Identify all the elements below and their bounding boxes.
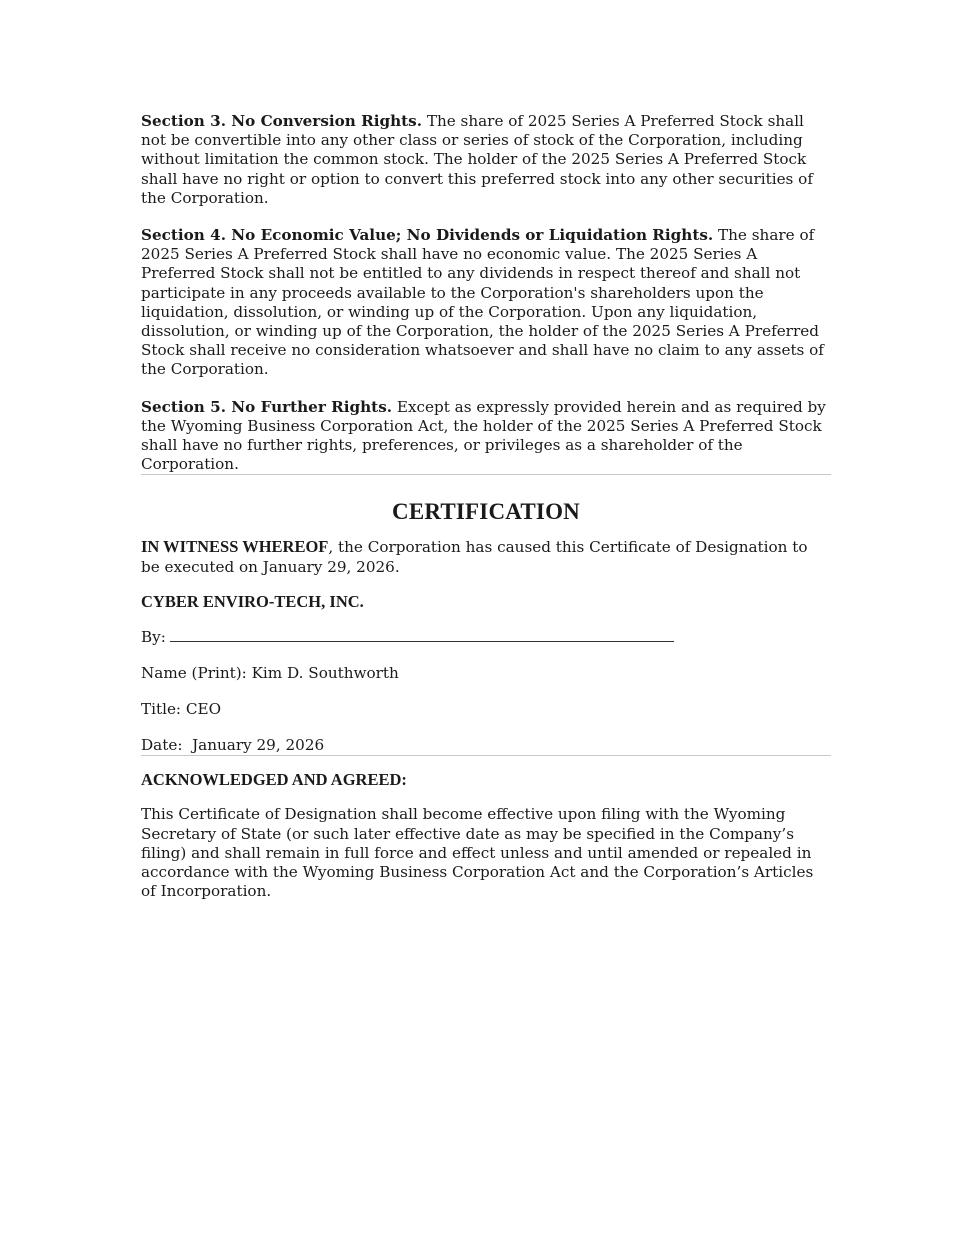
acknowledgement-body: This Certificate of Designation shall become effective upon filing with the Wyoming Secretary of State (or such later effective date as may be specified in the Company’s filing) and shall remain in full force and effect unless and until amended or repealed in accordance with the Wyoming Business Corporation Act and the Corporation’s Articles of Incorporation. [141,805,814,901]
acknowledgement-heading [141,770,831,790]
witness-text: , the Corporation has caused this Certificate of Designation to be executed on January 29, 2026. [141,538,808,576]
acknowledgement-heading-text: ACKNOWLEDGED AND AGREED: [141,770,407,790]
section-5 [141,398,831,475]
date-field: Date: January 29, 2026 [141,736,325,755]
section-4-heading: Section 4. No Economic Value; No Dividends or Liquidation Rights. [141,226,714,245]
section-4 [141,226,831,380]
section-3 [141,112,831,208]
name-field: Name (Print): Kim D. Southworth [141,664,399,683]
section-5-body: Except as expressly provided herein and as required by the Wyoming Business Corporation Act, the holder of the 2025 Series A Preferred Stock shall have no further rights, preferences, or privileges as a shareholder of the Corporation. [141,397,826,474]
certification-title: CERTIFICATION [392,499,580,525]
witness-lead: IN WITNESS WHEREOF [141,537,329,557]
divider-bottom [141,755,831,756]
section-5-heading: Section 5. No Further Rights. [141,397,393,416]
section-4-body: The share of 2025 Series A Preferred Stock shall have no economic value. The 2025 Series A Preferred Stock shall not be entitled to any dividends in respect thereof and shall not participate in any proceeds available to the Corporation's shareholders upon the liquidation, dissolution, or winding up of the Corporation. Upon any liquidation, dissolution, or winding up of the Corporation, the holder of the 2025 Series A Preferred Stock shall receive no consideration whatsoever and shall have no claim to any assets of the Corporation. [141,226,824,379]
by-label: By: [141,628,166,647]
section-3-heading: Section 3. No Conversion Rights. [141,112,422,130]
document-page [141,112,831,901]
divider-top [141,474,831,475]
company-name [141,592,831,612]
section-3-body: The share of 2025 Series A Preferred Stock shall not be convertible into any other class or series of stock of the Corporation, including without limitation the common stock. The holder of the 2025 Series A Preferred Stock shall have no right or option to convert this preferred stock into any other securities of the Corporation. [141,112,813,207]
signature-field [141,628,831,647]
witness-paragraph [141,537,831,576]
company-name-text: CYBER ENVIRO-TECH, INC. [141,591,364,611]
signature-line[interactable] [170,628,674,642]
title-field: Title: CEO [141,700,222,719]
